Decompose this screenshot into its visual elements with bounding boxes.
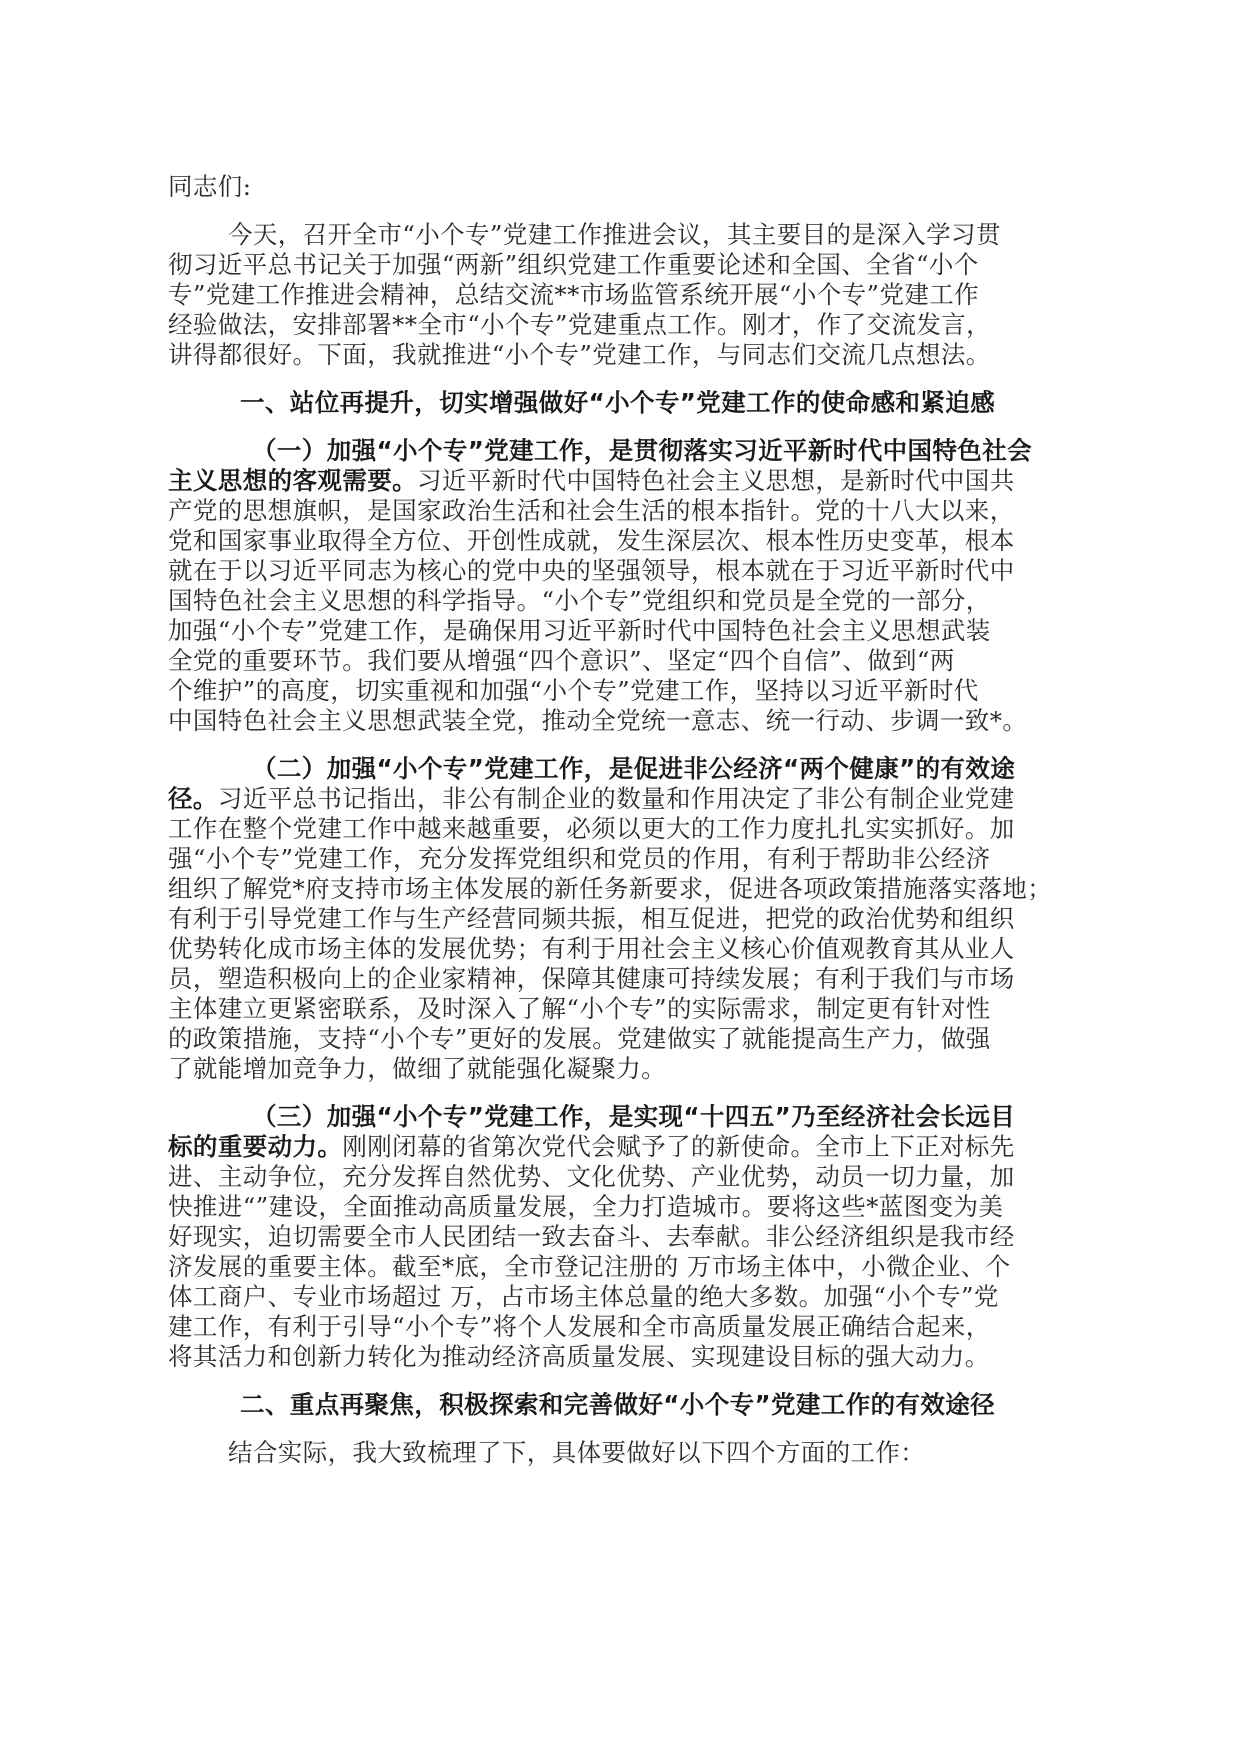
body-line: 济发展的重要主体。截至*底，全市登记注册的 万市场主体中，小微企业、个 [168,1252,1011,1281]
body-line: 工作在整个党建工作中越来越重要，必须以更大的工作力度扎扎实实抓好。加 [168,814,1015,843]
body-line: 加强“小个专”党建工作，是确保用习近平新时代中国特色社会主义思想武装 [168,616,991,645]
subsection-3-title-end: 标的重要动力。 [168,1132,343,1161]
body-line: 建工作，有利于引导“小个专”将个人发展和全市高质量发展正确结合起来， [168,1312,991,1341]
body-line: 好现实，迫切需要全市人民团结一致去奋斗、去奉献。非公经济组织是我市经 [168,1222,1015,1251]
section-2-intro: 结合实际，我大致梳理了下，具体要做好以下四个方面的工作： [228,1438,926,1467]
body-line: 优势转化成市场主体的发展优势；有利于用社会主义核心价值观教育其从业人 [168,934,1015,963]
body-line: 就在于以习近平同志为核心的党中央的坚强领导，根本就在于习近平新时代中 [168,556,1015,585]
subsection-1-lead [168,466,1048,496]
body-line: 组织了解党*府支持市场主体发展的新任务新要求，促进各项政策措施落实落地； [168,874,1053,903]
body-line: 快推进“”建设，全面推动高质量发展，全力打造城市。要将这些*蓝图变为美 [168,1192,1004,1221]
body-line: 进、主动争位，充分发挥自然优势、文化优势、产业优势，动员一切力量，加 [168,1162,1015,1191]
subsection-3 [168,1102,1048,1372]
section-2-heading: 二、重点再聚焦，积极探索和完善做好“小个专”党建工作的有效途径 [240,1390,996,1419]
subsection-1 [168,436,1048,736]
subsection-3-title: （三）加强“小个专”党建工作，是实现“十四五”乃至经济社会长远目 [252,1102,1016,1131]
subsection-1-title: （一）加强“小个专”党建工作，是贯彻落实习近平新时代中国特色社会 [252,436,1033,465]
body-line: 体工商户、专业市场超过 万，占市场主体总量的绝大多数。加强“小个专”党 [168,1282,999,1311]
body-line: 主体建立更紧密联系，及时深入了解“小个专”的实际需求，制定更有针对性 [168,994,991,1023]
body-line: 员，塑造积极向上的企业家精神，保障其健康可持续发展；有利于我们与市场 [168,964,1015,993]
body-line: 全党的重要环节。我们要从增强“四个意识”、坚定“四个自信”、做到“两 [168,646,955,675]
body-line: 了就能增加竞争力，做细了就能强化凝聚力。 [168,1054,666,1083]
body-line: 产党的思想旗帜，是国家政治生活和社会生活的根本指针。党的十八大以来， [168,496,1015,525]
subsection-1-title-end: 主义思想的客观需要。 [168,466,417,495]
body-line: 党和国家事业取得全方位、开创性成就，发生深层次、根本性历史变革，根本 [168,526,1015,555]
body-text: 刚刚闭幕的省第次党代会赋予了的新使命。全市上下正对标先 [342,1132,1015,1161]
subsection-2-title: （二）加强“小个专”党建工作，是促进非公经济“两个健康”的有效途 [252,754,1016,783]
subsection-2-title-end: 径。 [168,784,218,813]
intro-line: 彻习近平总书记关于加强“两新”组织党建工作重要论述和全国、全省“小个 [168,250,979,279]
intro-line: 经验做法，安排部署**全市“小个专”党建重点工作。刚才，作了交流发言， [168,310,992,339]
document-page [168,172,1053,1468]
intro-paragraph [168,220,1048,370]
section-1-heading: 一、站位再提升，切实增强做好“小个专”党建工作的使命感和紧迫感 [240,388,996,417]
intro-line: 今天，召开全市“小个专”党建工作推进会议，其主要目的是深入学习贯 [228,220,1001,249]
salutation: 同志们: [168,172,252,201]
body-line: 将其活力和创新力转化为推动经济高质量发展、实现建设目标的强大动力。 [168,1342,990,1371]
subsection-2-lead [168,784,1048,814]
intro-line: 讲得都很好。下面，我就推进“小个专”党建工作，与同志们交流几点想法。 [168,340,991,369]
body-line: 国特色社会主义思想的科学指导。“小个专”党组织和党员是全党的一部分， [168,586,991,615]
body-text: 习近平总书记指出，非公有制企业的数量和作用决定了非公有制企业党建 [217,784,1015,813]
intro-line: 专”党建工作推进会精神，总结交流**市场监管系统开展“小个专”党建工作 [168,280,980,309]
subsection-2 [168,754,1053,1084]
body-line: 的政策措施，支持“小个专”更好的发展。党建做实了就能提高生产力，做强 [168,1024,991,1053]
body-text: 习近平新时代中国特色社会主义思想，是新时代中国共 [417,466,1015,495]
body-line: 有利于引导党建工作与生产经营同频共振，相互促进，把党的政治优势和组织 [168,904,1015,933]
body-line: 个维护”的高度，切实重视和加强“小个专”党建工作，坚持以习近平新时代 [168,676,979,705]
body-line: 中国特色社会主义思想武装全党，推动全党统一意志、统一行动、步调一致*。 [168,706,1028,735]
body-line: 强“小个专”党建工作，充分发挥党组织和党员的作用，有利于帮助非公经济 [168,844,991,873]
subsection-3-lead [168,1132,1048,1162]
